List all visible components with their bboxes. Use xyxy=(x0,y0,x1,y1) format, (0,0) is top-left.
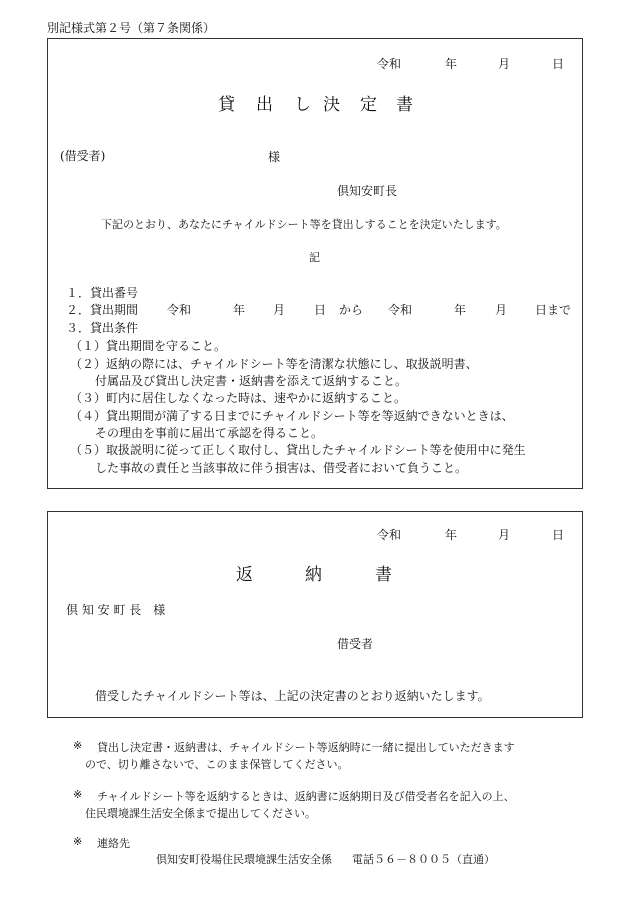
period-made: 日まで xyxy=(535,303,572,317)
condition-2a: （２）返納の際には、チャイルドシート等を清潔な状態にし、取扱説明書、 xyxy=(70,357,478,371)
decision-day-unit: 日 xyxy=(552,57,565,71)
decision-title-char-5: 定 xyxy=(360,95,377,115)
condition-5b: した事故の責任と当該事故に伴う損害は、借受者において負うこと。 xyxy=(95,461,468,475)
period-kara: から xyxy=(339,303,364,317)
issuer: 倶知安町長 xyxy=(337,184,398,198)
period-month-start: 月 xyxy=(273,303,286,317)
form-id: 別記様式第２号（第７条関係） xyxy=(47,21,216,35)
item-loan-period-label: ２．貸出期間 xyxy=(66,303,139,317)
contact-department: 倶知安町役場住民環境課生活安全係 xyxy=(156,853,332,866)
note-2-line-2: 住民環境課生活安全係まで提出してください。 xyxy=(85,807,316,820)
note-1-line-2: ので、切り離さないで、このまま保管してください。 xyxy=(85,758,349,771)
note-3-mark: ※ xyxy=(73,835,83,848)
decision-title-char-1: 貸 xyxy=(218,95,235,115)
contact-telephone: 電話５６－８００５（直通） xyxy=(352,853,495,866)
item-loan-number: １．貸出番号 xyxy=(66,286,139,300)
period-year-end: 年 xyxy=(454,303,467,317)
return-addressee: 倶 知 安 町 長 様 xyxy=(66,603,166,617)
condition-4a: （４）貸出期間が満了する日までにチャイルドシート等を等返納できないときは、 xyxy=(70,409,514,423)
return-title-char-2: 納 xyxy=(305,565,322,585)
decision-title-char-6: 書 xyxy=(396,95,413,115)
period-day-start: 日 xyxy=(314,303,327,317)
item-loan-conditions: ３．貸出条件 xyxy=(66,321,139,335)
condition-3: （３）町内に居住しなくなった時は、速やかに返納すること。 xyxy=(70,391,407,405)
return-date-era: 令和 xyxy=(377,528,402,542)
decision-month-unit: 月 xyxy=(498,57,511,71)
borrower-sama: 様 xyxy=(268,150,281,164)
decision-title-char-2: 出 xyxy=(256,95,273,115)
condition-1: （１）貸出期間を守ること。 xyxy=(70,339,227,353)
decision-title-char-4: 決 xyxy=(323,95,340,115)
return-borrower: 借受者 xyxy=(337,637,374,651)
period-month-end: 月 xyxy=(495,303,508,317)
note-2-line-1: チャイルドシート等を返納するときは、返納書に返納期日及び借受者名を記入の上、 xyxy=(97,790,515,803)
period-year-start: 年 xyxy=(233,303,246,317)
return-month-unit: 月 xyxy=(498,528,511,542)
ki-label: 記 xyxy=(309,251,320,264)
decision-date-era: 令和 xyxy=(377,57,402,71)
decision-intro: 下記のとおり、あなたにチャイルドシート等を貸出しすることを決定いたします。 xyxy=(101,218,507,231)
decision-year-unit: 年 xyxy=(445,57,458,71)
return-title-char-3: 書 xyxy=(375,565,392,585)
return-year-unit: 年 xyxy=(445,528,458,542)
borrower-label: (借受者) xyxy=(60,149,106,163)
note-1-line-1: 貸出し決定書・返納書は、チャイルドシート等返納時に一緒に提出していただきます xyxy=(97,741,515,754)
condition-5a: （５）取扱説明に従って正しく取付し、貸出したチャイルドシート等を使用中に発生 xyxy=(70,443,526,457)
return-title-char-1: 返 xyxy=(236,565,253,585)
note-2-mark: ※ xyxy=(73,788,83,801)
note-1-mark: ※ xyxy=(73,739,83,752)
return-day-unit: 日 xyxy=(552,528,565,542)
decision-title-char-3: し xyxy=(294,95,311,115)
condition-4b: その理由を事前に届出て承認を得ること。 xyxy=(95,426,324,440)
period-era-start: 令和 xyxy=(167,303,192,317)
contact-heading: 連絡先 xyxy=(97,837,130,850)
condition-2b: 付属品及び貸出し決定書・返納書を添えて返納すること。 xyxy=(95,374,408,388)
period-era-end: 令和 xyxy=(388,303,413,317)
return-statement: 借受したチャイルドシート等は、上記の決定書のとおり返納いたします。 xyxy=(95,689,490,703)
